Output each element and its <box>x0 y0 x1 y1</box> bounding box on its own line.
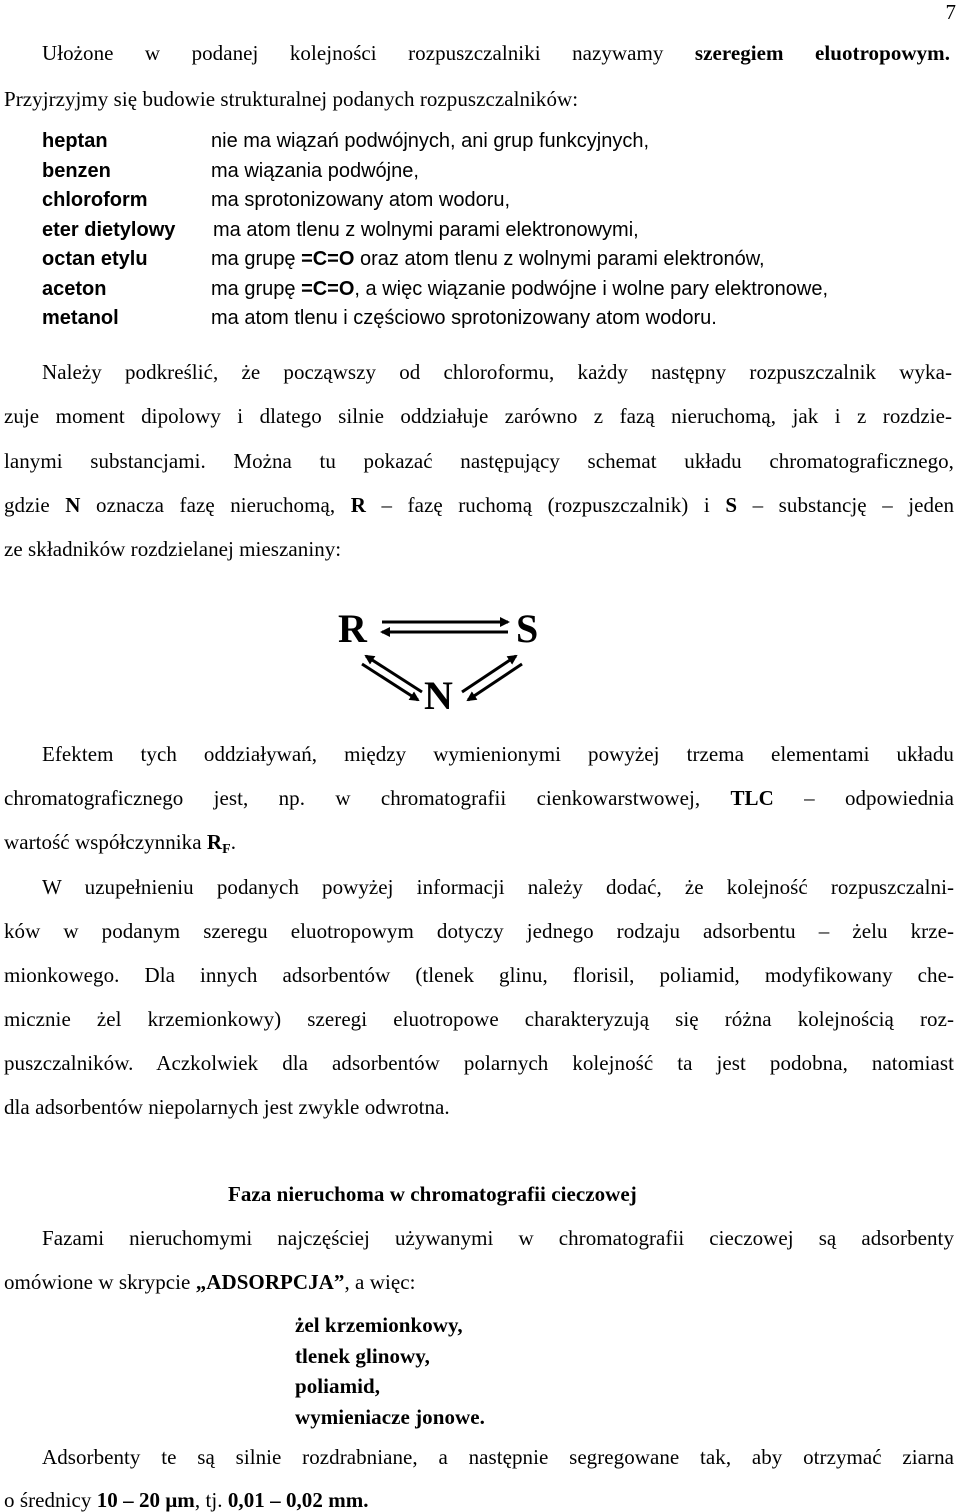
symbol-R: R <box>350 493 366 517</box>
adsorbent-item: wymieniacze jonowe. <box>295 1404 485 1429</box>
tlc-term: TLC <box>730 786 774 810</box>
intro-text: Ułożone w podanej kolejności rozpuszczalniki nazywamy <box>42 41 695 65</box>
adsorbent-item: tlenek glinowy, <box>295 1343 430 1368</box>
text: – fazę ruchomą (rozpuszczalnik) i <box>365 493 726 517</box>
solvent-name: eter dietylowy <box>42 218 176 241</box>
arrow-R-to-N <box>362 664 418 700</box>
para1-line-4 <box>4 494 954 516</box>
solvent-row <box>0 248 960 272</box>
para3-line-1: W uzupełnieniu podanych powyżej informacji należy dodać, że kolejność rozpuszczalni- <box>42 875 954 899</box>
section-line-3: Adsorbenty te są silnie rozdrabniane, a następnie segregowane tak, aby otrzymać ziarna <box>42 1445 954 1469</box>
solvent-name: metanol <box>42 307 119 329</box>
text: , a więc: <box>344 1270 416 1294</box>
text: omówione w skrypcie <box>4 1270 196 1294</box>
functional-group: =C=O <box>301 277 355 300</box>
intro-line-1 <box>42 42 950 64</box>
description-text: oraz atom tlenu z wolnymi parami elektronów, <box>354 248 765 270</box>
grain-size-um: 10 – 20 μm <box>96 1488 195 1512</box>
intro-line-2: Przyjrzyjmy się budowie strukturalnej podanych rozpuszczalników: <box>4 87 579 111</box>
page-number: 7 <box>945 0 956 24</box>
para1-line-3: lanymi substancjami. Można tu pokazać następujący schemat układu chromatograficznego, <box>4 449 954 473</box>
solvent-description <box>211 160 419 182</box>
description-text: ma grupę <box>211 277 302 300</box>
solvent-description <box>211 130 649 152</box>
diagram-label-N: N <box>424 673 453 718</box>
solvent-row <box>0 160 960 184</box>
description-text: ma sprotonizowany atom wodoru, <box>211 189 511 211</box>
para3-line-4: micznie żel krzemionkowy) szeregi eluotropowe charakteryzują się różna kolejnością roz- <box>4 1007 954 1031</box>
solvent-description <box>211 189 510 211</box>
adsorbent-item: poliamid, <box>295 1374 381 1398</box>
solvent-row <box>0 307 960 331</box>
interaction-diagram <box>330 600 570 725</box>
para2-line-1: Efektem tych oddziaływań, między wymienionymi powyżej trzema elementami układu <box>42 742 954 766</box>
solvent-row <box>0 219 960 243</box>
diagram-label-R: R <box>338 606 367 651</box>
adsorbent-item: żel krzemionkowy, <box>295 1313 463 1337</box>
description-text: ma wiązania podwójne, <box>211 159 419 182</box>
rf-symbol: R <box>206 830 223 854</box>
para3-line-5: puszczalników. Aczkolwiek dla adsorbentów polarnych kolejność ta jest podobna, natomiast <box>4 1051 954 1075</box>
para1-line-2: zuje moment dipolowy i dlatego silnie oddziałuje zarówno z fazą nieruchomą, jak i z rozdzie- <box>4 404 952 428</box>
para3-line-2: ków w podanym szeregu eluotropowym dotyczy jednego rodzaju adsorbentu – żelu krze- <box>4 919 954 943</box>
text: – odpowiednia <box>773 786 954 810</box>
para3-line-3: mionkowego. Dla innych adsorbentów (tlenek glinu, florisil, poliamid, modyfikowany che- <box>4 963 954 987</box>
para1-line-1: Należy podkreślić, że począwszy od chloroformu, każdy następny rozpuszczalnik wyka- <box>42 360 952 384</box>
section-heading: Faza nieruchoma w chromatografii cieczowej <box>228 1182 637 1206</box>
solvent-description <box>211 278 828 300</box>
description-text: ma atom tlenu i częściowo sprotonizowany atom wodoru. <box>211 307 717 329</box>
grain-size-mm: 0,01 – 0,02 mm. <box>227 1488 369 1512</box>
solvent-description <box>213 219 639 241</box>
solvent-row <box>0 130 960 154</box>
rf-subscript: F <box>222 842 231 857</box>
solvent-row <box>0 189 960 213</box>
para3-line-6: dla adsorbentów niepolarnych jest zwykle odwrotna. <box>4 1095 450 1119</box>
text: wartość współczynnika <box>4 830 207 854</box>
solvent-name: octan etylu <box>42 248 148 270</box>
text: o średnicy <box>4 1488 97 1512</box>
text: . <box>230 830 237 854</box>
description-text: ma atom tlenu z wolnymi parami elektronowymi, <box>213 218 639 241</box>
diagram-label-S: S <box>516 606 539 651</box>
text: chromatograficznego jest, np. w chromatografii cienkowarstwowej, <box>4 786 731 810</box>
eluotropic-series-term: szeregiem eluotropowym. <box>694 41 950 65</box>
arrow-N-to-R <box>366 656 422 692</box>
text: oznacza fazę nieruchomą, <box>80 493 351 517</box>
solvent-description <box>211 248 765 270</box>
description-text: , a więc wiązanie podwójne i wolne pary elektronowe, <box>354 277 829 300</box>
adsorpcja-reference: „ADSORPCJA” <box>195 1270 345 1294</box>
symbol-N: N <box>65 493 81 517</box>
section-line-2 <box>4 1271 415 1293</box>
symbol-S: S <box>725 493 738 517</box>
solvent-name: heptan <box>42 130 108 152</box>
description-text: nie ma wiązań podwójnych, ani grup funkcyjnych, <box>211 130 650 152</box>
para2-line-3 <box>4 831 236 861</box>
solvent-name: chloroform <box>42 189 148 211</box>
functional-group: =C=O <box>301 248 355 270</box>
para1-line-5: ze składników rozdzielanej mieszaniny: <box>4 537 342 561</box>
text: gdzie <box>4 493 66 517</box>
section-line-4 <box>4 1489 369 1511</box>
solvent-name: benzen <box>42 159 111 182</box>
description-text: ma grupę <box>211 248 302 270</box>
solvent-description <box>211 307 717 329</box>
diagram-arrows <box>330 600 570 725</box>
solvent-row <box>0 278 960 302</box>
section-line-1: Fazami nieruchomymi najczęściej używanymi w chromatografii cieczowej są adsorbenty <box>42 1226 954 1250</box>
solvent-name: aceton <box>42 277 107 300</box>
para2-line-2 <box>4 787 954 809</box>
text: , tj. <box>194 1488 228 1512</box>
text: – substancję – jeden <box>737 493 955 517</box>
